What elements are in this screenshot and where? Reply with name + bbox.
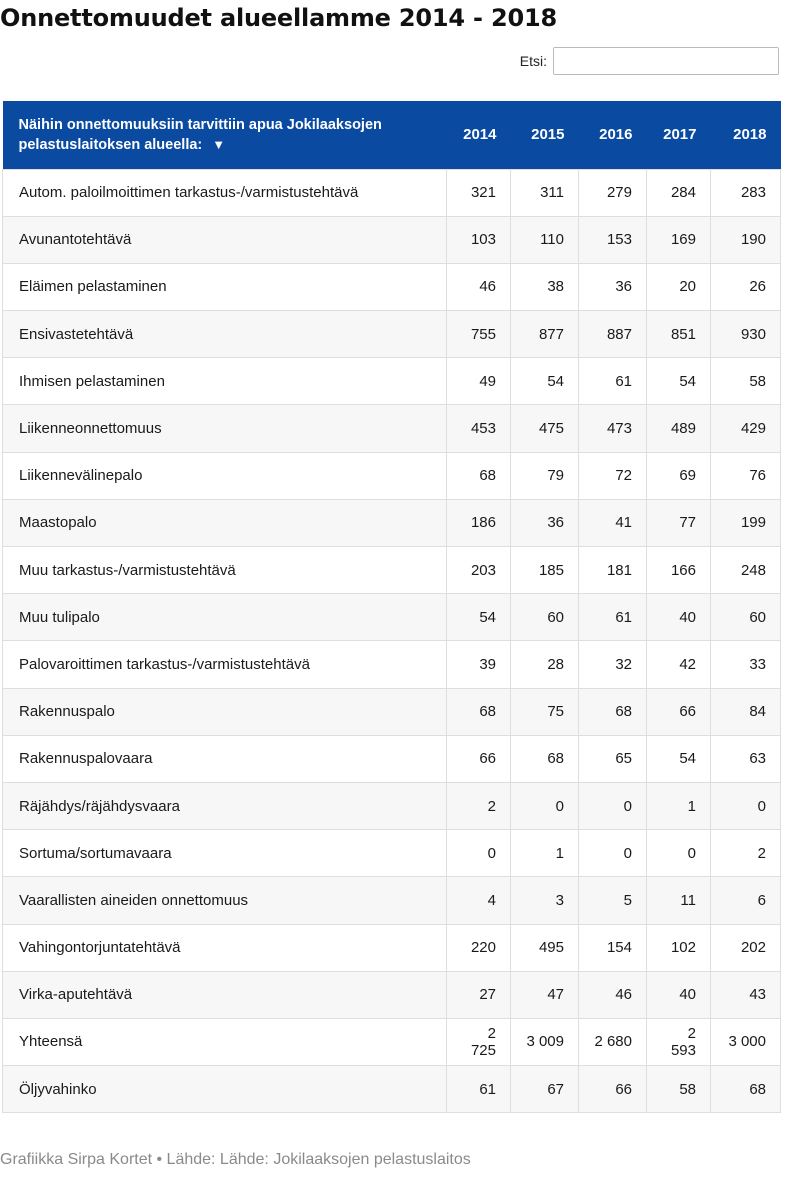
cell-value-2014: 66 bbox=[447, 735, 511, 782]
cell-value-2017: 851 bbox=[647, 311, 711, 358]
column-header-2015[interactable]: 2015 bbox=[511, 101, 579, 169]
cell-value-2017: 54 bbox=[647, 358, 711, 405]
cell-value-2018: 68 bbox=[711, 1066, 781, 1113]
cell-value-2017: 54 bbox=[647, 735, 711, 782]
cell-value-2014: 0 bbox=[447, 830, 511, 877]
table-row bbox=[3, 735, 781, 782]
cell-value-2018: 60 bbox=[711, 594, 781, 641]
cell-value-2016: 41 bbox=[579, 499, 647, 546]
table-row bbox=[3, 216, 781, 263]
cell-value-2014: 54 bbox=[447, 594, 511, 641]
table-header-row bbox=[3, 101, 781, 169]
cell-value-2016: 65 bbox=[579, 735, 647, 782]
accidents-table bbox=[2, 101, 781, 1113]
column-header-category[interactable] bbox=[3, 101, 447, 169]
row-label: Muu tulipalo bbox=[3, 594, 447, 641]
row-label: Vaarallisten aineiden onnettomuus bbox=[3, 877, 447, 924]
cell-value-2016: 61 bbox=[579, 358, 647, 405]
table-row bbox=[3, 263, 781, 310]
search-label: Etsi: bbox=[519, 53, 547, 69]
column-header-2018[interactable]: 2018 bbox=[711, 101, 781, 169]
row-label: Virka-aputehtävä bbox=[3, 971, 447, 1018]
table-row bbox=[3, 311, 781, 358]
sort-down-icon[interactable]: ▼ bbox=[212, 136, 226, 152]
table-row bbox=[3, 452, 781, 499]
table-row bbox=[3, 688, 781, 735]
cell-value-2018: 283 bbox=[711, 169, 781, 216]
cell-value-2015: 60 bbox=[511, 594, 579, 641]
cell-value-2016: 66 bbox=[579, 1066, 647, 1113]
cell-value-2014: 321 bbox=[447, 169, 511, 216]
cell-value-2014: 220 bbox=[447, 924, 511, 971]
cell-value-2018: 58 bbox=[711, 358, 781, 405]
table-row bbox=[3, 782, 781, 829]
cell-value-2014: 39 bbox=[447, 641, 511, 688]
row-label: Maastopalo bbox=[3, 499, 447, 546]
row-label: Eläimen pelastaminen bbox=[3, 263, 447, 310]
cell-value-2018: 0 bbox=[711, 782, 781, 829]
cell-value-2015: 68 bbox=[511, 735, 579, 782]
row-label: Rakennuspalovaara bbox=[3, 735, 447, 782]
cell-value-2017: 102 bbox=[647, 924, 711, 971]
cell-value-2015: 495 bbox=[511, 924, 579, 971]
row-label: Avunantotehtävä bbox=[3, 216, 447, 263]
cell-value-2017: 169 bbox=[647, 216, 711, 263]
cell-value-2016: 2 680 bbox=[579, 1018, 647, 1065]
cell-value-2014: 203 bbox=[447, 547, 511, 594]
table-row bbox=[3, 830, 781, 877]
cell-value-2015: 3 bbox=[511, 877, 579, 924]
cell-value-2015: 311 bbox=[511, 169, 579, 216]
table-row bbox=[3, 594, 781, 641]
cell-value-2018: 26 bbox=[711, 263, 781, 310]
cell-value-2017: 11 bbox=[647, 877, 711, 924]
row-label: Räjähdys/räjähdysvaara bbox=[3, 782, 447, 829]
column-header-2014[interactable]: 2014 bbox=[447, 101, 511, 169]
cell-value-2015: 877 bbox=[511, 311, 579, 358]
cell-value-2015: 3 009 bbox=[511, 1018, 579, 1065]
cell-value-2017: 66 bbox=[647, 688, 711, 735]
cell-value-2017: 69 bbox=[647, 452, 711, 499]
cell-value-2017: 166 bbox=[647, 547, 711, 594]
cell-value-2018: 43 bbox=[711, 971, 781, 1018]
cell-value-2017: 40 bbox=[647, 594, 711, 641]
row-label: Ensivastetehtävä bbox=[3, 311, 447, 358]
cell-value-2018: 2 bbox=[711, 830, 781, 877]
cell-value-2018: 76 bbox=[711, 452, 781, 499]
cell-value-2015: 28 bbox=[511, 641, 579, 688]
cell-value-2018: 429 bbox=[711, 405, 781, 452]
cell-value-2016: 887 bbox=[579, 311, 647, 358]
cell-value-2016: 181 bbox=[579, 547, 647, 594]
table-row bbox=[3, 169, 781, 216]
cell-value-2016: 32 bbox=[579, 641, 647, 688]
cell-value-2014: 68 bbox=[447, 688, 511, 735]
cell-value-2015: 36 bbox=[511, 499, 579, 546]
cell-value-2018: 190 bbox=[711, 216, 781, 263]
cell-value-2015: 79 bbox=[511, 452, 579, 499]
search-input[interactable] bbox=[553, 47, 779, 75]
cell-value-2015: 75 bbox=[511, 688, 579, 735]
row-label: Öljyvahinko bbox=[3, 1066, 447, 1113]
cell-value-2015: 1 bbox=[511, 830, 579, 877]
row-label: Liikenneonnettomuus bbox=[3, 405, 447, 452]
page-title: Onnettomuudet alueellamme 2014 - 2018 bbox=[0, 4, 557, 32]
cell-value-2014: 68 bbox=[447, 452, 511, 499]
cell-value-2014: 755 bbox=[447, 311, 511, 358]
cell-value-2018: 33 bbox=[711, 641, 781, 688]
row-label: Autom. paloilmoittimen tarkastus-/varmistustehtävä bbox=[3, 169, 447, 216]
cell-value-2018: 6 bbox=[711, 877, 781, 924]
cell-value-2016: 473 bbox=[579, 405, 647, 452]
table-row bbox=[3, 547, 781, 594]
cell-value-2018: 202 bbox=[711, 924, 781, 971]
row-label: Rakennuspalo bbox=[3, 688, 447, 735]
cell-value-2017: 20 bbox=[647, 263, 711, 310]
column-header-2017[interactable]: 2017 bbox=[647, 101, 711, 169]
footer-credit: Grafiikka Sirpa Kortet • Lähde: Lähde: Jokilaaksojen pelastuslaitos bbox=[0, 1151, 471, 1168]
row-label: Palovaroittimen tarkastus-/varmistustehtävä bbox=[3, 641, 447, 688]
cell-value-2016: 153 bbox=[579, 216, 647, 263]
table-row bbox=[3, 971, 781, 1018]
cell-value-2018: 248 bbox=[711, 547, 781, 594]
cell-value-2015: 110 bbox=[511, 216, 579, 263]
row-label: Ihmisen pelastaminen bbox=[3, 358, 447, 405]
table-row bbox=[3, 877, 781, 924]
cell-value-2015: 38 bbox=[511, 263, 579, 310]
table-row bbox=[3, 641, 781, 688]
row-label: Yhteensä bbox=[3, 1018, 447, 1065]
cell-value-2017: 77 bbox=[647, 499, 711, 546]
cell-value-2017: 0 bbox=[647, 830, 711, 877]
cell-value-2016: 0 bbox=[579, 830, 647, 877]
table-row bbox=[3, 358, 781, 405]
cell-value-2014: 4 bbox=[447, 877, 511, 924]
cell-value-2017: 42 bbox=[647, 641, 711, 688]
cell-value-2017: 2 593 bbox=[647, 1018, 711, 1065]
cell-value-2017: 40 bbox=[647, 971, 711, 1018]
row-label: Sortuma/sortumavaara bbox=[3, 830, 447, 877]
cell-value-2016: 5 bbox=[579, 877, 647, 924]
row-label: Liikennevälinepalo bbox=[3, 452, 447, 499]
table-row bbox=[3, 499, 781, 546]
cell-value-2018: 3 000 bbox=[711, 1018, 781, 1065]
cell-value-2014: 453 bbox=[447, 405, 511, 452]
table-row bbox=[3, 1066, 781, 1113]
cell-value-2016: 279 bbox=[579, 169, 647, 216]
search-bar bbox=[520, 47, 779, 75]
cell-value-2014: 103 bbox=[447, 216, 511, 263]
column-header-category-label: Näihin onnettomuuksiin tarvittiin apua Jokilaaksojen pelastuslaitoksen alueella: bbox=[18, 116, 382, 153]
cell-value-2014: 27 bbox=[447, 971, 511, 1018]
column-header-2016[interactable]: 2016 bbox=[579, 101, 647, 169]
cell-value-2016: 68 bbox=[579, 688, 647, 735]
cell-value-2015: 185 bbox=[511, 547, 579, 594]
cell-value-2014: 46 bbox=[447, 263, 511, 310]
cell-value-2016: 46 bbox=[579, 971, 647, 1018]
cell-value-2018: 930 bbox=[711, 311, 781, 358]
row-label: Vahingontorjuntatehtävä bbox=[3, 924, 447, 971]
cell-value-2015: 0 bbox=[511, 782, 579, 829]
table-row bbox=[3, 405, 781, 452]
table-body bbox=[3, 169, 781, 1113]
cell-value-2014: 186 bbox=[447, 499, 511, 546]
cell-value-2014: 2 725 bbox=[447, 1018, 511, 1065]
cell-value-2017: 489 bbox=[647, 405, 711, 452]
cell-value-2017: 1 bbox=[647, 782, 711, 829]
cell-value-2016: 72 bbox=[579, 452, 647, 499]
table-row bbox=[3, 924, 781, 971]
cell-value-2014: 61 bbox=[447, 1066, 511, 1113]
cell-value-2016: 0 bbox=[579, 782, 647, 829]
cell-value-2016: 154 bbox=[579, 924, 647, 971]
cell-value-2018: 84 bbox=[711, 688, 781, 735]
cell-value-2015: 47 bbox=[511, 971, 579, 1018]
cell-value-2015: 475 bbox=[511, 405, 579, 452]
cell-value-2018: 199 bbox=[711, 499, 781, 546]
cell-value-2017: 284 bbox=[647, 169, 711, 216]
cell-value-2014: 2 bbox=[447, 782, 511, 829]
row-label: Muu tarkastus-/varmistustehtävä bbox=[3, 547, 447, 594]
cell-value-2016: 36 bbox=[579, 263, 647, 310]
cell-value-2016: 61 bbox=[579, 594, 647, 641]
cell-value-2017: 58 bbox=[647, 1066, 711, 1113]
table-row bbox=[3, 1018, 781, 1065]
cell-value-2018: 63 bbox=[711, 735, 781, 782]
cell-value-2015: 54 bbox=[511, 358, 579, 405]
cell-value-2015: 67 bbox=[511, 1066, 579, 1113]
cell-value-2014: 49 bbox=[447, 358, 511, 405]
